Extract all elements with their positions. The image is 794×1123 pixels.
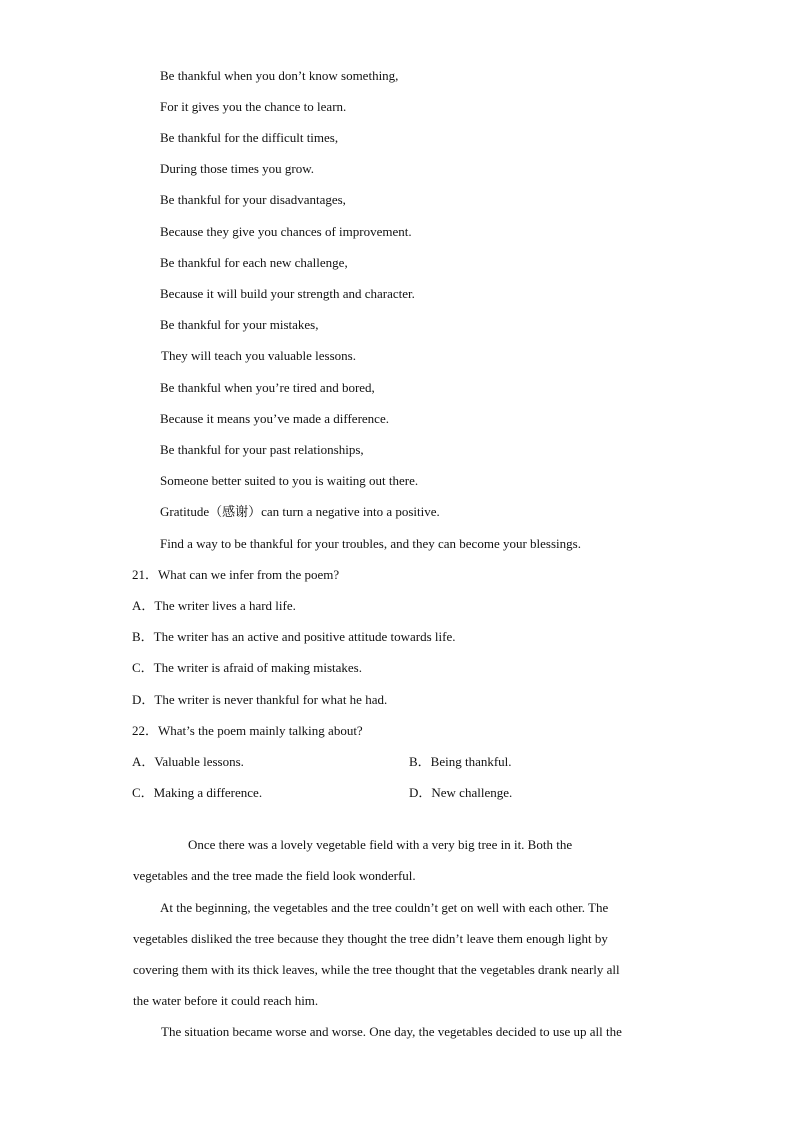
poem-line: They will teach you valuable lessons. xyxy=(161,348,356,363)
poem-line: Be thankful for each new challenge, xyxy=(160,255,348,270)
poem-line: Someone better suited to you is waiting out there. xyxy=(160,473,419,488)
question-stem: 21．What can we infer from the poem? xyxy=(132,567,340,582)
answer-option-b: B．The writer has an active and positive attitude towards life. xyxy=(132,629,456,644)
poem-line: Be thankful for your mistakes, xyxy=(160,317,319,332)
poem-line: Because they give you chances of improvement. xyxy=(160,224,412,239)
answer-option-c: C．The writer is afraid of making mistakes. xyxy=(132,660,362,675)
answer-option-b: B．Being thankful. xyxy=(409,754,512,769)
poem-line: Because it will build your strength and character. xyxy=(160,286,415,301)
answer-option-c: C．Making a difference. xyxy=(132,785,263,800)
poem-line: Gratitude（感谢）can turn a negative into a positive. xyxy=(160,504,440,519)
poem-line: Find a way to be thankful for your troubles, and they can become your blessings. xyxy=(160,536,581,551)
passage-line: vegetables disliked the tree because they thought the tree didn’t leave them enough light by xyxy=(133,931,608,946)
answer-option-d: D．New challenge. xyxy=(409,785,513,800)
passage-line: At the beginning, the vegetables and the tree couldn’t get on well with each other. The xyxy=(160,900,609,915)
poem-line: During those times you grow. xyxy=(160,161,315,176)
passage-line: vegetables and the tree made the field look wonderful. xyxy=(133,868,416,883)
poem-line: Be thankful for your disadvantages, xyxy=(160,192,346,207)
poem-line: For it gives you the chance to learn. xyxy=(160,99,347,114)
passage-line: the water before it could reach him. xyxy=(133,993,319,1008)
answer-option-d: D．The writer is never thankful for what he had. xyxy=(132,692,388,707)
poem-line: Be thankful for your past relationships, xyxy=(160,442,364,457)
passage-line: Once there was a lovely vegetable field with a very big tree in it. Both the xyxy=(188,837,573,852)
question-stem: 22．What’s the poem mainly talking about? xyxy=(132,723,363,738)
passage-line: covering them with its thick leaves, while the tree thought that the vegetables drank nearly all xyxy=(133,962,620,977)
answer-option-a: A．The writer lives a hard life. xyxy=(132,598,296,613)
poem-line: Be thankful when you don’t know something, xyxy=(160,68,399,83)
passage-line: The situation became worse and worse. One day, the vegetables decided to use up all the xyxy=(161,1024,622,1039)
poem-line: Be thankful for the difficult times, xyxy=(160,130,339,145)
poem-line: Be thankful when you’re tired and bored, xyxy=(160,380,375,395)
answer-option-a: A．Valuable lessons. xyxy=(132,754,244,769)
poem-line: Because it means you’ve made a difference. xyxy=(160,411,389,426)
